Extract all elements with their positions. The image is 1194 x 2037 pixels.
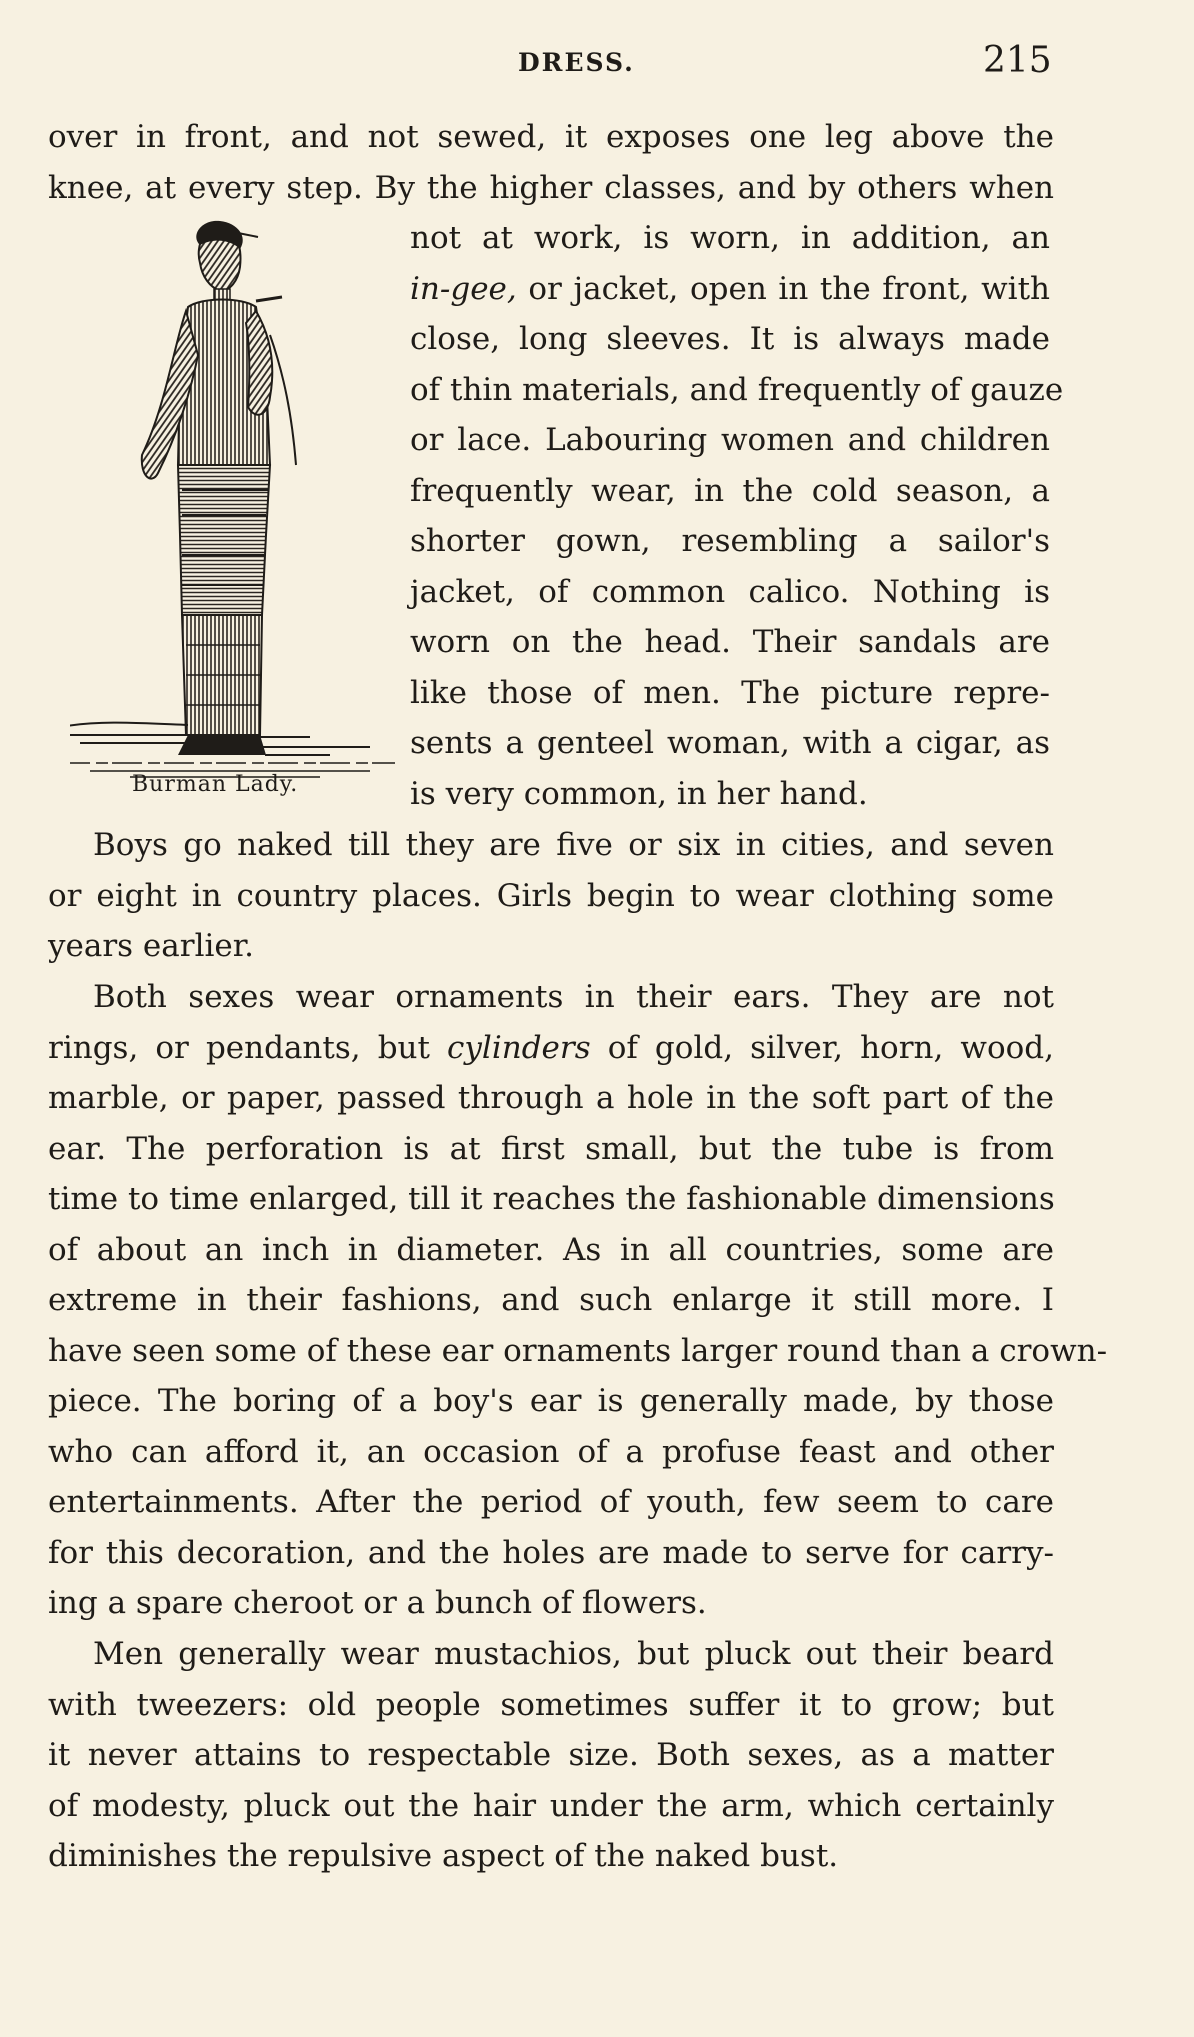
ingee-word: in-gee,: [410, 270, 517, 307]
text-fragment: or jacket, open in the front, with: [528, 270, 1051, 307]
figure-caption: Burman Lady.: [132, 772, 299, 797]
paragraph-boys: [48, 820, 1054, 972]
text-line: of thin materials, and frequently of gauze: [410, 371, 1064, 408]
text-line: years earlier.: [48, 928, 255, 964]
running-title: DRESS.: [518, 48, 635, 77]
text-line: or eight in country places. Girls begin to wear clothing some: [48, 877, 1054, 914]
text-line: extreme in their fashions, and such enlarge it still more. I: [48, 1282, 1054, 1318]
text-fragment: rings, or pendants, but: [48, 1029, 430, 1066]
wrapped-text: [410, 213, 1064, 819]
text-line: it never attains to respectable size. Both sexes, as a matter: [48, 1737, 1054, 1773]
text-line: of modesty, pluck out the hair under the arm, which certainly: [48, 1787, 1054, 1824]
text-line: [48, 1023, 1054, 1074]
text-line: who can afford it, an occasion of a profuse feast and other: [48, 1433, 1054, 1470]
text-line: marble, or paper, passed through a hole in the soft part of the: [48, 1080, 1054, 1116]
text-line: frequently wear, in the cold season, a: [410, 472, 1050, 509]
text-line: piece. The boring of a boy's ear is generally made, by those: [48, 1383, 1054, 1419]
text-fragment: of gold, silver, horn, wood,: [607, 1029, 1054, 1066]
text-line: worn on the head. Their sandals are: [410, 624, 1050, 660]
text-line: Both sexes wear ornaments in their ears. They are not: [93, 979, 1054, 1015]
paragraph-men: [48, 1629, 1054, 1882]
text-line: over in front, and not sewed, it exposes one leg above the: [48, 119, 1054, 155]
text-line: ear. The perforation is at first small, but the tube is from: [48, 1130, 1054, 1167]
text-line: sents a genteel woman, with a cigar, as: [410, 725, 1050, 761]
text-line: diminishes the repulsive aspect of the naked bust.: [48, 1838, 839, 1874]
page-number: 215: [983, 40, 1052, 81]
text-line: Men generally wear mustachios, but pluck out their beard: [93, 1636, 1054, 1672]
text-line: or lace. Labouring women and children: [410, 422, 1050, 458]
text-line: entertainments. After the period of youth, few seem to care: [48, 1484, 1054, 1520]
burman-lady-illustration: [70, 215, 395, 785]
paragraph-ears: [48, 972, 1108, 1629]
text-line: jacket, of common calico. Nothing is: [410, 573, 1050, 610]
text-line: of about an inch in diameter. As in all countries, some are: [48, 1231, 1054, 1268]
emphasis-cylinders: cylinders: [447, 1029, 591, 1066]
text-line: not at work, is worn, in addition, an: [410, 220, 1050, 256]
text-line: have seen some of these ear ornaments larger round than a crown-: [48, 1332, 1108, 1369]
text-line: [410, 264, 1050, 315]
text-line: Boys go naked till they are five or six in cities, and seven: [93, 827, 1054, 863]
text-line: shorter gown, resembling a sailor's: [410, 523, 1050, 559]
text-line: ing a spare cheroot or a bunch of flowers.: [48, 1585, 707, 1621]
opening-lines: [48, 112, 1054, 213]
text-line: is very common, in her hand.: [410, 775, 868, 812]
text-line: for this decoration, and the holes are made to serve for carry-: [48, 1534, 1054, 1571]
text-line: knee, at every step. By the higher classes, and by others when: [48, 169, 1054, 206]
text-line: close, long sleeves. It is always made: [410, 321, 1050, 357]
text-line: time to time enlarged, till it reaches the fashionable dimensions: [48, 1181, 1055, 1217]
text-line: with tweezers: old people sometimes suffer it to grow; but: [48, 1686, 1054, 1723]
text-line: like those of men. The picture repre-: [410, 674, 1050, 711]
